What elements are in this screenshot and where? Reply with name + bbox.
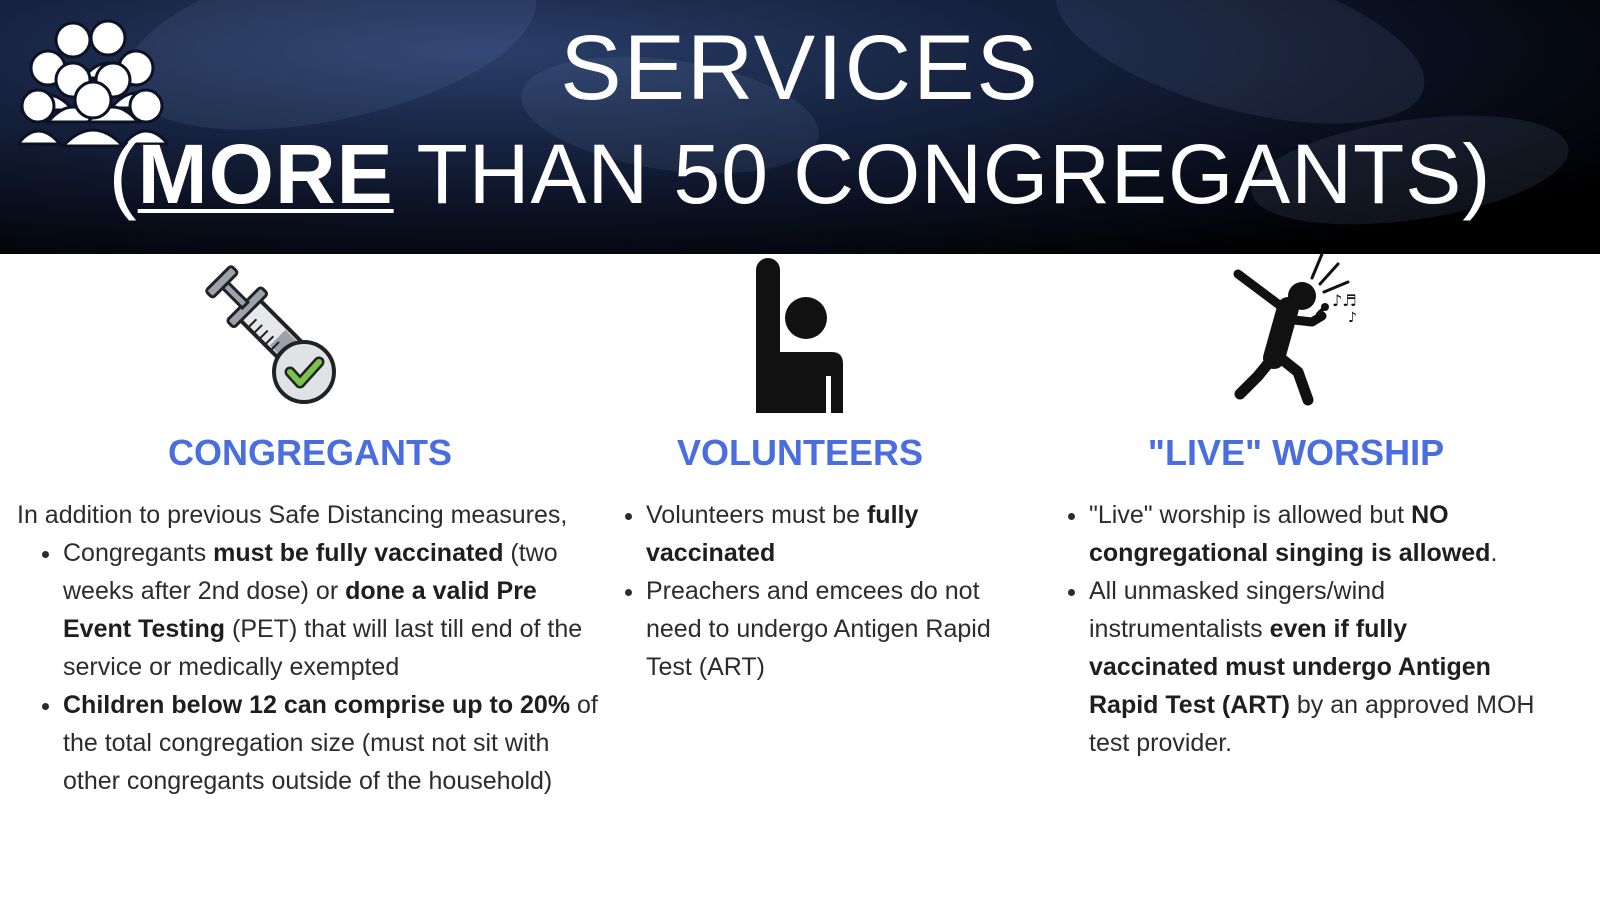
- volunteers-bullet-list: [600, 496, 1000, 686]
- text-run: All unmasked singers/wind instrumentalists: [1089, 577, 1385, 643]
- list-item: [646, 496, 1000, 572]
- congregants-intro: In addition to previous Safe Distancing measures,: [17, 501, 568, 529]
- svg-text:♪♬: ♪♬: [1332, 291, 1357, 310]
- title-open-paren: (: [108, 127, 138, 221]
- bold-run: must be fully vaccinated: [213, 539, 504, 567]
- heading-live-worship: "LIVE" WORSHIP: [1147, 432, 1445, 473]
- list-item: [1089, 496, 1543, 572]
- text-run: "Live" worship is allowed but: [1089, 501, 1412, 529]
- list-item: [646, 572, 1000, 686]
- heading-congregants: CONGREGANTS: [167, 432, 452, 473]
- live-worship-bullet-list: [1043, 496, 1543, 762]
- header-banner: [0, 0, 1600, 254]
- text-run: Congregants: [63, 539, 214, 567]
- page-title-line2: [0, 124, 1600, 224]
- text-run: .: [1490, 539, 1498, 567]
- list-item: [63, 686, 607, 800]
- volunteers-section: [600, 496, 1000, 686]
- list-item: [63, 534, 607, 686]
- text-run: Preachers and emcees do not need to undergo Antigen Rapid Test (ART): [646, 577, 991, 681]
- bold-run: fully vaccinated: [646, 501, 919, 567]
- bold-run: NO congregational singing is allowed: [1089, 501, 1491, 567]
- bold-run: Children below 12 can comprise up to 20%: [63, 691, 571, 719]
- syringe-check-icon: [192, 252, 352, 412]
- list-item: [1089, 572, 1543, 762]
- svg-text:♪: ♪: [1348, 310, 1357, 326]
- title-rest: THAN 50 CONGREGANTS): [393, 127, 1492, 221]
- raised-hand-person-icon: [748, 256, 848, 416]
- page-title-line1: SERVICES: [560, 17, 1040, 119]
- text-run: Volunteers must be: [646, 501, 867, 529]
- text-run: (two weeks after 2nd dose) or: [63, 539, 558, 605]
- heading-volunteers: VOLUNTEERS: [676, 432, 924, 473]
- congregants-bullet-list: [17, 534, 607, 800]
- bold-run: done a valid Pre Event Testing: [63, 577, 537, 643]
- bold-run: even if fully vaccinated must undergo Antigen Rapid Test (ART): [1089, 615, 1491, 719]
- title-emphasis: MORE: [137, 127, 394, 221]
- text-run: of the total congregation size (must not sit with other congregants outside of the household): [63, 691, 598, 795]
- text-run: by an approved MOH test provider.: [1089, 691, 1535, 757]
- singer-with-microphone-icon: [1228, 250, 1378, 415]
- congregants-section: [17, 496, 607, 800]
- text-run: (PET) that will last till end of the service or medically exempted: [63, 615, 583, 681]
- live-worship-section: [1043, 496, 1543, 762]
